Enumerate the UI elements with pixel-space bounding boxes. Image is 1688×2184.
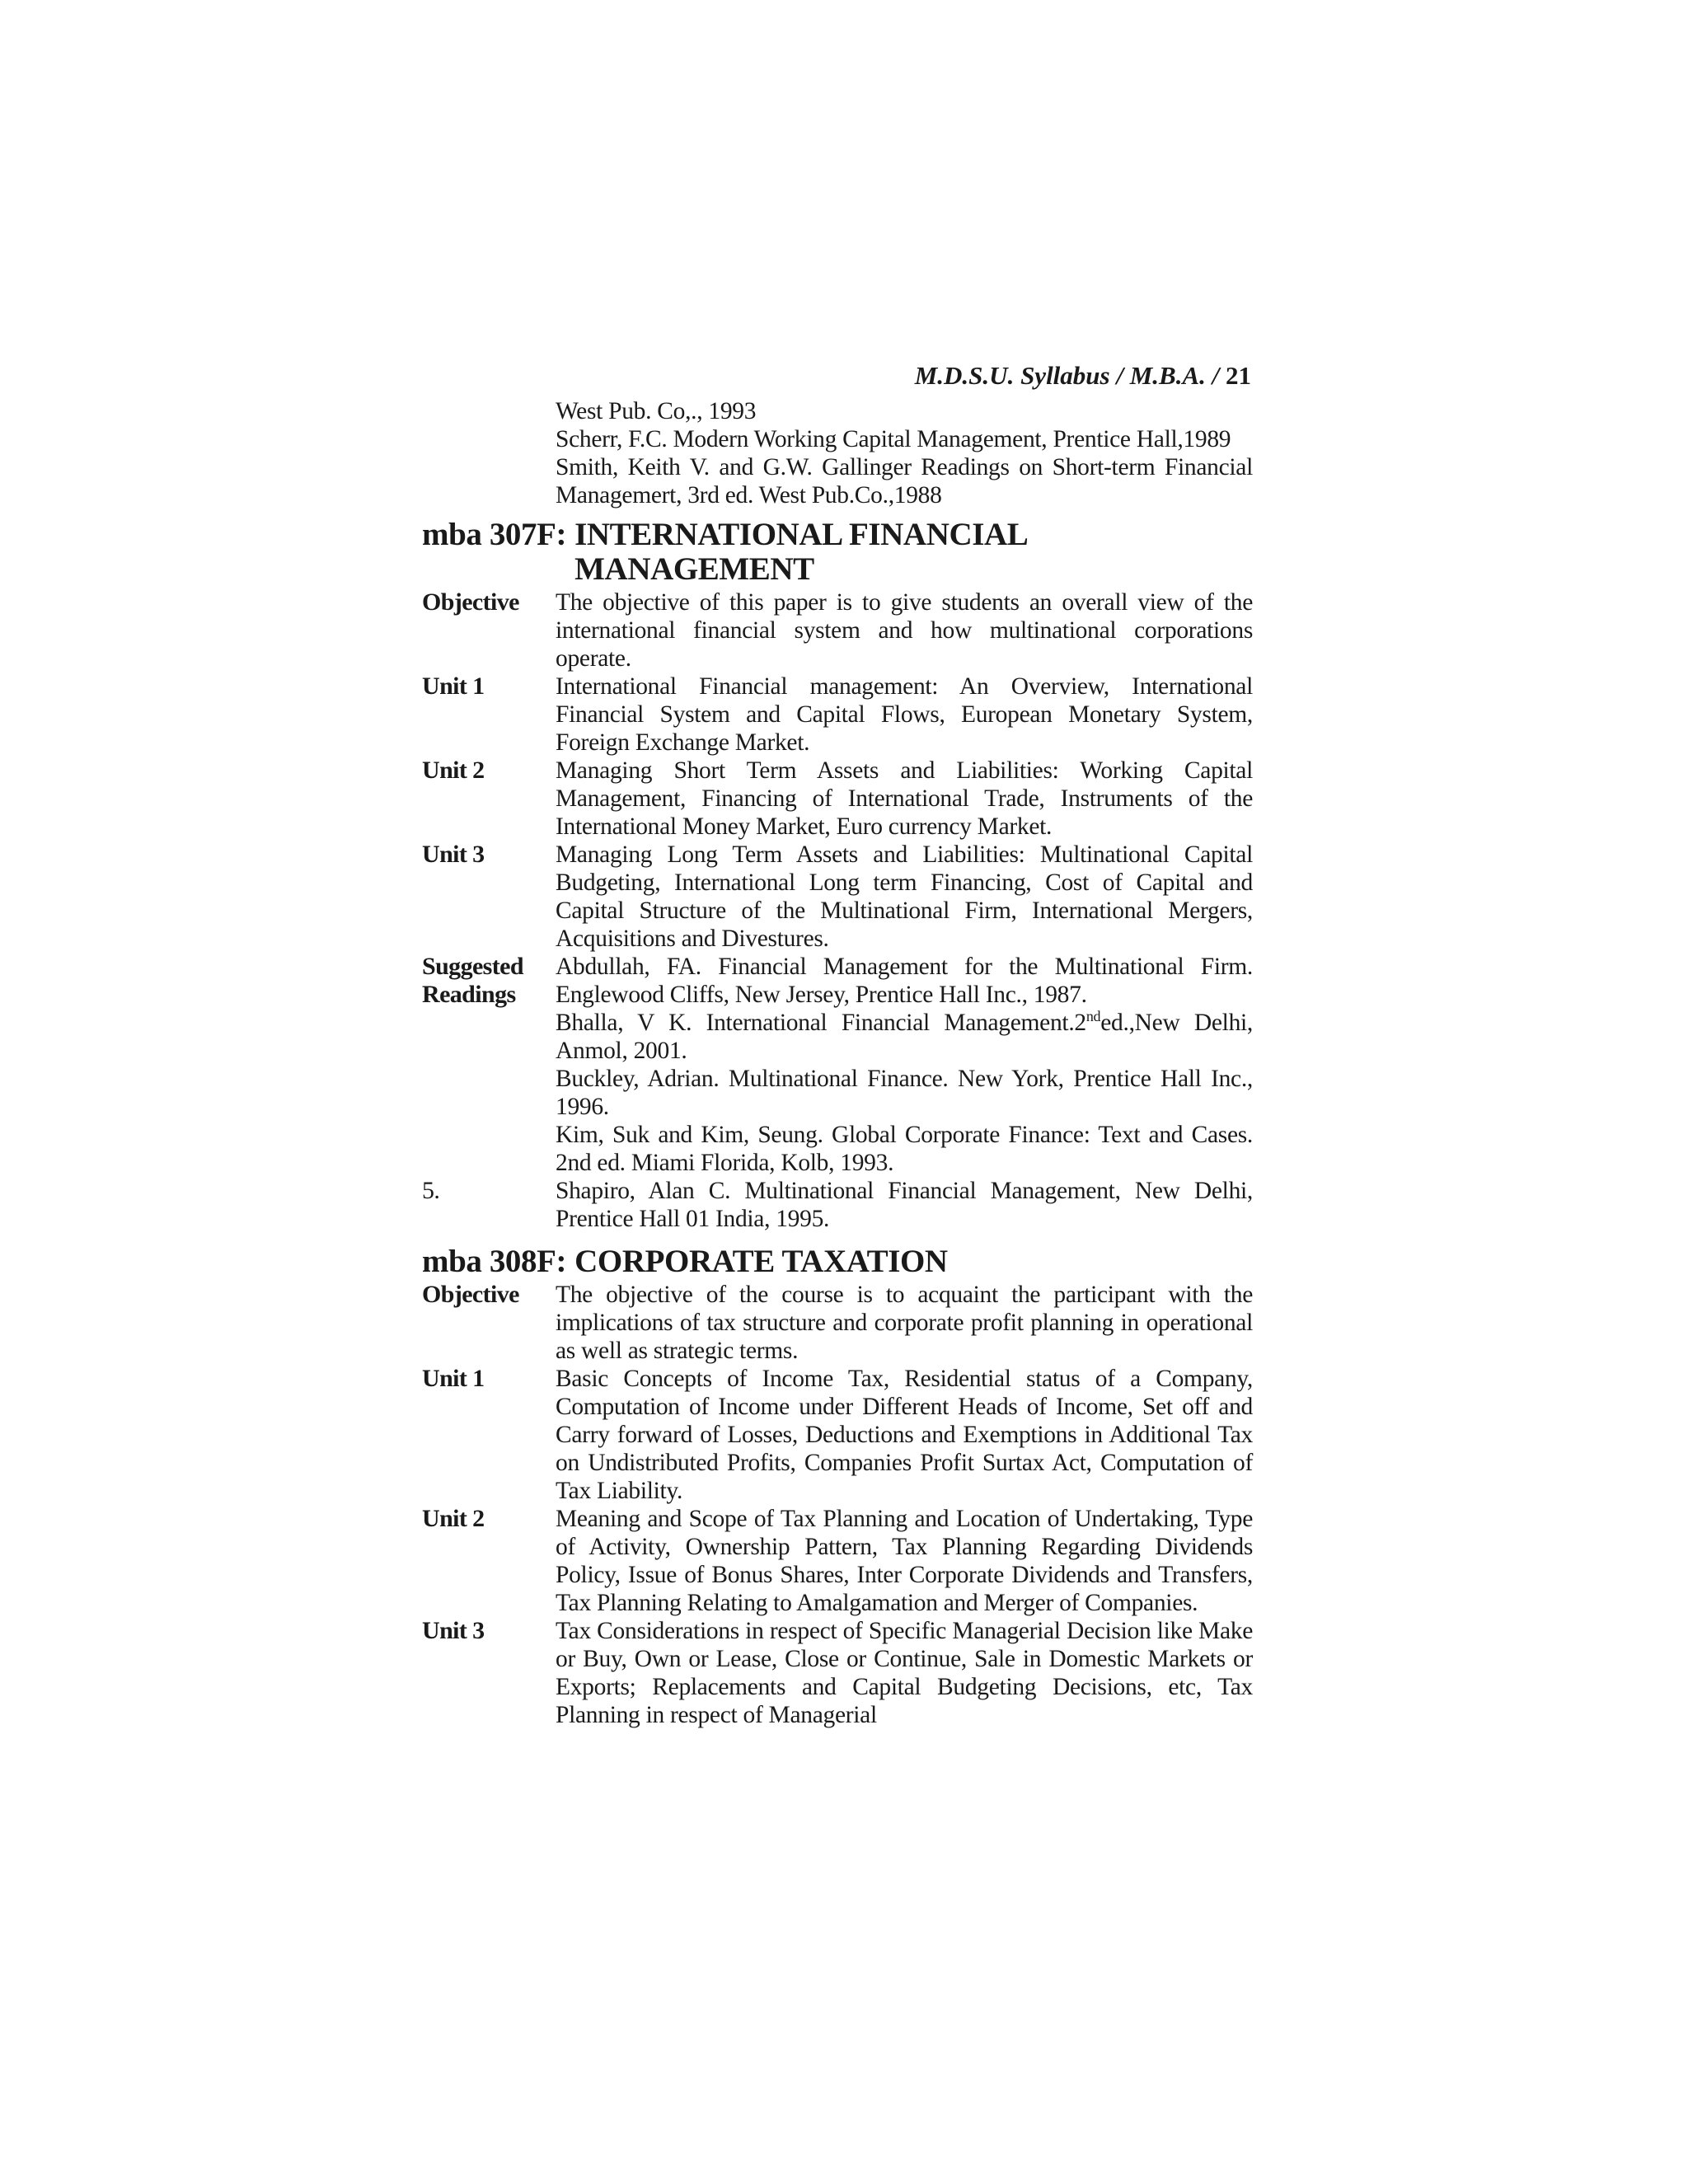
- objective-row: [422, 1281, 1251, 1365]
- unit-row: [422, 1365, 1251, 1505]
- unit-text: International Financial management: An Overview, International Financial System and Capital Flows, European Monetary System, Foreign Exchange Market.: [556, 673, 1253, 756]
- objective-label: Objective: [422, 588, 519, 616]
- unit-label: Unit 2: [422, 757, 485, 784]
- unit-row: [422, 841, 1251, 953]
- readings-label: Readings: [422, 981, 516, 1008]
- unit-text: Meaning and Scope of Tax Planning and Location of Undertaking, Type of Activity, Ownership Pattern, Tax Planning Regarding Dividends Policy, Issue of Bonus Shares, Inter Corporate Dividends and Transfers, Tax Planning Relating to Amalgamation and Merger of Companies.: [556, 1506, 1253, 1616]
- course-heading-308f: [422, 1244, 1251, 1279]
- readings-list: [556, 953, 1253, 1177]
- unit-label: Unit 3: [422, 1617, 485, 1644]
- reading-text: Bhalla, V K. International Financial Management.2: [556, 1010, 1086, 1036]
- continued-readings-list: [556, 397, 1253, 509]
- course-title: INTERNATIONAL FINANCIAL MANAGEMENT: [574, 517, 1027, 587]
- reading-text: ed.,New Delhi, Anmol, 2001.: [556, 1010, 1253, 1064]
- objective-text: The objective of this paper is to give students an overall view of the international financial system and how multinational corporations operate.: [556, 589, 1253, 672]
- ordinal-superscript: nd: [1085, 1008, 1101, 1025]
- course-code: mba 308F:: [422, 1244, 567, 1279]
- suggested-readings-label: [422, 953, 556, 1009]
- unit-row: [422, 673, 1251, 757]
- running-head-title: M.D.S.U. Syllabus / M.B.A. /: [914, 361, 1220, 390]
- reading-item: Buckley, Adrian. Multinational Finance. New York, Prentice Hall Inc., 1996.: [556, 1066, 1253, 1120]
- suggested-readings-row: [422, 953, 1251, 1177]
- reading-item: Scherr, F.C. Modern Working Capital Management, Prentice Hall,1989: [556, 426, 1231, 452]
- suggested-label: Suggested: [422, 953, 523, 980]
- unit-text: Basic Concepts of Income Tax, Residential status of a Company, Computation of Income under Different Heads of Income, Set off and Carry forward of Losses, Deductions and Exemptions in Additional Tax on Undistributed Profits, Companies Profit Surtax Act, Computation of Tax Liability.: [556, 1366, 1253, 1504]
- unit-text: Managing Long Term Assets and Liabilities: Multinational Capital Budgeting, International Long term Financing, Cost of Capital and Capital Structure of the Multinational Firm, International Mergers, Acquisitions and Divestures.: [556, 841, 1253, 952]
- reading-item: Smith, Keith V. and G.W. Gallinger Readings on Short-term Financial Managemert, 3rd ed. West Pub.Co.,1988: [556, 454, 1253, 509]
- unit-row: [422, 1617, 1251, 1729]
- unit-row: [422, 757, 1251, 841]
- course-code: mba 307F:: [422, 517, 567, 552]
- unit-label: Unit 2: [422, 1505, 485, 1532]
- unit-label: Unit 1: [422, 1365, 485, 1392]
- continued-readings: [422, 397, 1251, 509]
- course-heading-307f: [422, 518, 1251, 587]
- reading-item: Abdullah, FA. Financial Management for the Multinational Firm. Englewood Cliffs, New Jersey, Prentice Hall Inc., 1987.: [556, 954, 1253, 1008]
- objective-label: Objective: [422, 1281, 519, 1308]
- unit-text: Tax Considerations in respect of Specific Managerial Decision like Make or Buy, Own or Lease, Close or Continue, Sale in Domestic Markets or Exports; Replacements and Capital Budgeting Decisions, etc, Tax Planning in respect of Managerial: [556, 1618, 1253, 1728]
- page-number: 21: [1226, 361, 1251, 390]
- reading-number: 5.: [422, 1177, 440, 1204]
- unit-text: Managing Short Term Assets and Liabilities: Working Capital Management, Financing of International Trade, Instruments of the International Money Market, Euro currency Market.: [556, 757, 1253, 840]
- unit-label: Unit 3: [422, 841, 485, 868]
- syllabus-page: [422, 359, 1251, 1729]
- reading-item: Kim, Suk and Kim, Seung. Global Corporate Finance: Text and Cases. 2nd ed. Miami Florida, Kolb, 1993.: [556, 1122, 1253, 1176]
- unit-label: Unit 1: [422, 673, 485, 700]
- reading-row-numbered: [422, 1177, 1251, 1233]
- course-title: CORPORATE TAXATION: [574, 1244, 948, 1279]
- objective-row: [422, 588, 1251, 673]
- running-head: [422, 359, 1251, 392]
- reading-item: West Pub. Co,., 1993: [556, 398, 757, 424]
- reading-item: [556, 1009, 1253, 1065]
- unit-row: [422, 1505, 1251, 1617]
- reading-item: Shapiro, Alan C. Multinational Financial Management, New Delhi, Prentice Hall 01 India, 1995.: [556, 1178, 1253, 1232]
- objective-text: The objective of the course is to acquaint the participant with the implications of tax structure and corporate profit planning in operational as well as strategic terms.: [556, 1282, 1253, 1364]
